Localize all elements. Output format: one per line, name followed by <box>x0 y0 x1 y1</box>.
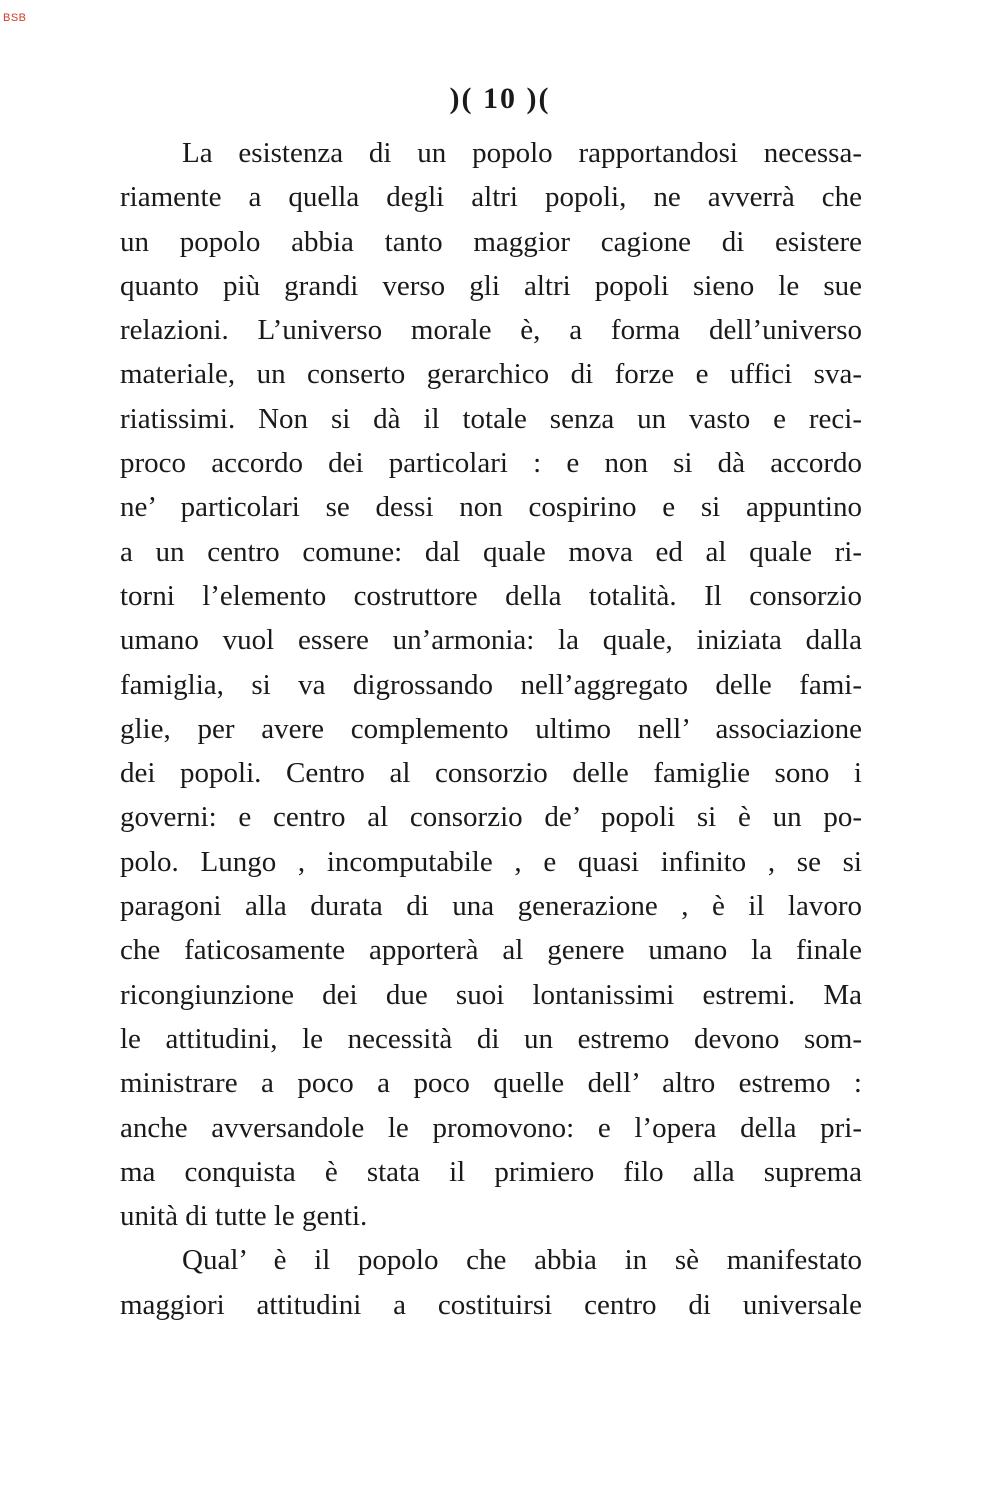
text-line: La esistenza di un popolo rapportandosi necessa- <box>182 137 862 169</box>
text-line: proco accordo dei particolari : e non si dà accordo <box>120 447 862 480</box>
text-line: anche avversandole le promovono: e l’opera della pri- <box>120 1111 862 1144</box>
text-line: riatissimi. Non si dà il totale senza un vasto e reci- <box>120 402 862 435</box>
text-line: governi: e centro al consorzio de’ popoli si è un po- <box>120 801 862 834</box>
body-text <box>120 131 862 1327</box>
page-number: )( 10 )( <box>449 82 551 115</box>
text-line: umano vuol essere un’armonia: la quale, iniziata dalla <box>120 624 862 657</box>
text-line: ricongiunzione dei due suoi lontanissimi estremi. Ma <box>120 978 862 1011</box>
text-line: che faticosamente apporterà al genere umano la finale <box>120 934 862 967</box>
library-watermark: BSB <box>3 12 27 24</box>
text-line: dei popoli. Centro al consorzio delle famiglie sono i <box>120 757 862 790</box>
text-line: torni l’elemento costruttore della totalità. Il consorzio <box>120 579 862 612</box>
text-line: glie, per avere complemento ultimo nell’ associazione <box>120 712 862 745</box>
text-line: le attitudini, le necessità di un estremo devono som- <box>120 1022 862 1055</box>
text-line: riamente a quella degli altri popoli, ne avverrà che <box>120 181 862 214</box>
text-line: paragoni alla durata di una generazione , è il lavoro <box>120 890 862 923</box>
text-line: a un centro comune: dal quale mova ed al quale ri- <box>120 535 862 568</box>
text-line: polo. Lungo , incomputabile , e quasi infinito , se si <box>120 845 862 878</box>
text-line: maggiori attitudini a costituirsi centro di universale <box>120 1288 862 1321</box>
text-line: materiale, un conserto gerarchico di forze e uffici sva- <box>120 358 862 391</box>
text-line: famiglia, si va digrossando nell’aggregato delle fami- <box>120 668 862 701</box>
text-line: ma conquista è stata il primiero filo alla suprema <box>120 1155 862 1188</box>
text-line: un popolo abbia tanto maggior cagione di esistere <box>120 225 862 258</box>
text-line: unità di tutte le genti. <box>120 1200 368 1233</box>
text-line: quanto più grandi verso gli altri popoli sieno le sue <box>120 269 862 302</box>
text-line: ministrare a poco a poco quelle dell’ altro estremo : <box>120 1067 862 1100</box>
text-line: Qual’ è il popolo che abbia in sè manifestato <box>182 1244 862 1277</box>
text-line: ne’ particolari se dessi non cospirino e si appuntino <box>120 491 862 524</box>
paragraph-2 <box>120 1238 862 1327</box>
text-line: relazioni. L’universo morale è, a forma dell’universo <box>120 314 862 347</box>
paragraph-1 <box>120 131 862 1238</box>
